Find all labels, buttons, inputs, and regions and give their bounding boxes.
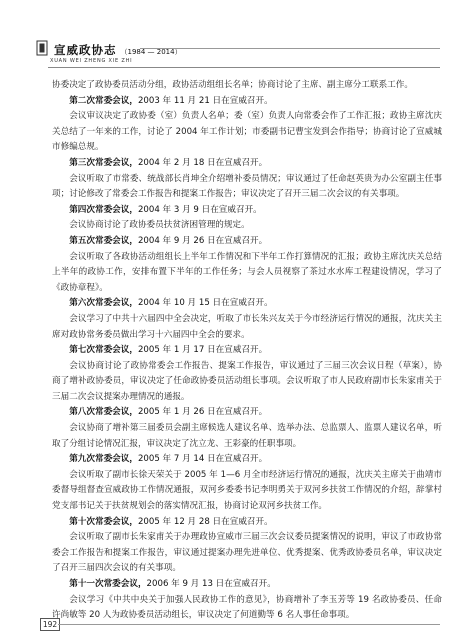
meeting-date: 2005 年 1 月 26 日在宣威召开。: [137, 407, 268, 418]
meeting-title: 第八次常委会议，: [69, 407, 138, 418]
body-paragraph: 会议审议决定了政协委（室）负责人名单；委（室）负责人向常委会作了工作汇报；政协主席沈庆关总结了一年来的工作，讨论了 2004 年工作计划；市委副书记曹宝发到会作指导；协商讨论了宣威城市修编总规。: [52, 111, 442, 153]
meeting-date: 2004 年 10 月 15 日在宣威召开。: [137, 298, 273, 309]
meeting-title: 第四次常委会议，: [69, 204, 138, 215]
meeting-date: 2005 年 12 月 28 日在宣威召开。: [137, 516, 273, 527]
meeting-title: 第七次常委会议，: [69, 345, 138, 356]
body-paragraph: 会议学习了中共十六届四中全会决定，听取了市长朱兴友关于今市经济运行情况的通报，沈庆关主席对政协常务委员做出学习十六届四中全会的要求。: [52, 313, 442, 340]
meeting-heading: [52, 203, 442, 219]
body-paragraph: 会议学习《中共中央关于加强人民政协工作的意见》，协商增补了李玉芳等 19 名政协委员、任命许尚敏等 20 人为政协委员活动组长，审议决定了何道勤等 6 名人事任命事项。: [52, 594, 442, 621]
meeting-title: 第五次常委会议，: [69, 235, 138, 246]
meeting-title: 第三次常委会议，: [69, 157, 138, 168]
body-paragraph: 会议协商讨论了政协常委会工作报告、提案工作报告，审议通过了三届三次会议日程（草案），协商了增补政协委员，审议决定了任命政协委员活动组长事项。会议听取了市人民政府副市长朱家甫关于三届二次会议提案办理情况的通报。: [52, 360, 442, 402]
page-number: 192: [40, 618, 60, 631]
meeting-heading: [52, 296, 442, 312]
meeting-heading: [52, 234, 442, 250]
footer-divider: [58, 624, 440, 625]
meeting-date: 2004 年 2 月 18 日在宣威召开。: [137, 157, 268, 168]
body-paragraph: 会议听取了副市长朱家甫关于办理政协宣威市三届三次会议委员提案情况的说明，审议了市政协常委会工作报告和提案工作报告，审议通过提案办理先进单位、优秀提案、优秀政协委员名单，审议决定了召开三届四次会议的有关事项。: [52, 532, 442, 574]
body-paragraph: 会议听取了市常委、统战部长肖坤全介绍增补委员情况；审议通过了任命赵英贵为办公室副主任事项；讨论修改了常委会工作报告和提案工作报告；审议决定了召开三届二次会议的有关事项。: [52, 173, 442, 200]
header-divider-upper: [140, 48, 440, 49]
meeting-heading: [52, 343, 442, 359]
meeting-title: 第九次常委会议，: [69, 454, 138, 465]
body-paragraph: 会议协商讨论了政协委员扶贫济困管理的规定。: [69, 220, 250, 231]
meeting-title: 第十次常委会议，: [69, 516, 138, 527]
meeting-date: 2004 年 3 月 9 日在宣威召开。: [137, 204, 262, 215]
meeting-date: 2004 年 9 月 26 日在宣威召开。: [137, 235, 268, 246]
book-period: （1984 — 2014）: [120, 48, 182, 56]
meeting-heading: [52, 94, 442, 110]
meeting-date: 2003 年 11 月 21 日在宣威召开。: [137, 95, 273, 106]
body-paragraph: 会议听取了副市长徐天荣关于 2005 年 1—6 月全市经济运行情况的通报，沈庆关主席关于曲靖市委督导组督查宣威政协工作情况通报，双河乡委委书记李明勇关于双河乡扶贫工作情况的介绍，辞掌村党支部书记关于扶贫规划会的落实情况汇报，协商讨论双河乡扶贫工作。: [52, 469, 442, 512]
page-header: [0, 0, 475, 70]
meeting-heading: [52, 515, 442, 531]
book-title: 宣威政协志: [54, 43, 117, 57]
meeting-heading: [52, 577, 442, 593]
meeting-heading: [52, 405, 442, 421]
meeting-heading: [52, 156, 442, 172]
meeting-title: 第十一次常委会议，: [69, 579, 147, 589]
body-paragraph: 会议协商了增补第三届委员会副主席候选人建议名单、选举办法、总监票人、监票人建议名单，听取了分组讨论情况汇报，审议决定了沈立龙、王彩豪的任职事项。: [52, 423, 442, 449]
body-paragraph: 协委决定了政协委员活动分组，政协活动组组长名单；协商讨论了主席、副主席分工联系工作。: [52, 80, 413, 90]
page-body: [52, 78, 442, 624]
meeting-heading: [52, 452, 442, 468]
body-paragraph: 会议听取了各政协活动组组长上半年工作情况和下半年工作打算情况的汇报；政协主席沈庆关总结上半年的政协工作，安排布置下半年的工作任务；与会人员视察了茶过水水库工程建设情况，学习了《政协章程》。: [52, 251, 442, 293]
meeting-date: 2006 年 9 月 13 日在宣威召开。: [146, 579, 276, 589]
meeting-title: 第六次常委会议，: [69, 298, 138, 309]
meeting-title: 第二次常委会议，: [69, 95, 138, 106]
header-divider: [48, 67, 440, 68]
meeting-date: 2005 年 7 月 14 日在宣威召开。: [137, 454, 268, 465]
header-title-row: [44, 42, 182, 58]
book-pinyin: XUAN WEI ZHENG XIE ZHI: [50, 58, 133, 64]
meeting-date: 2005 年 1 月 17 日在宣威召开。: [137, 345, 268, 356]
